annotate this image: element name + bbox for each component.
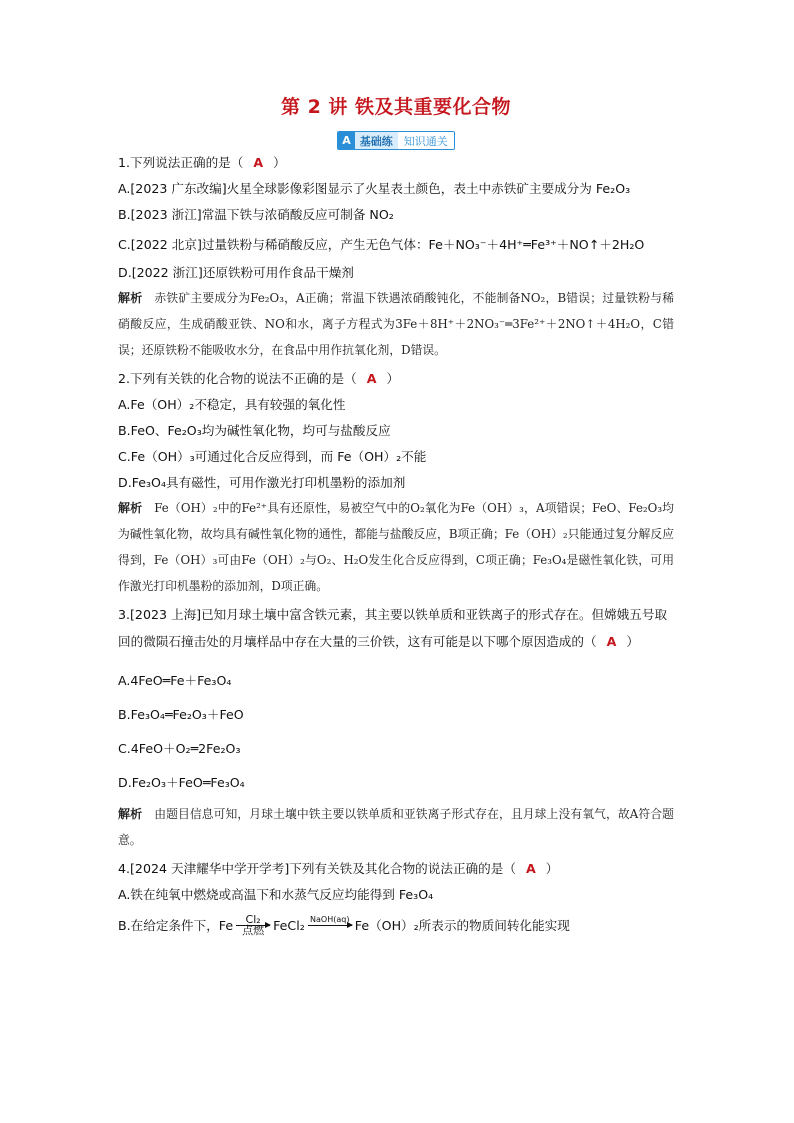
question-3-option-d: D.Fe₂O₃＋FeO═Fe₃O₄	[118, 775, 245, 790]
section-badge	[337, 131, 455, 150]
question-1-text: 1.下列说法正确的是（	[118, 155, 244, 170]
document-page	[118, 92, 674, 936]
question-4-stem	[118, 861, 674, 877]
section-badge-row	[118, 129, 674, 149]
question-4-option-a: A.铁在纯氧中燃烧或高温下和水蒸气反应均能得到 Fe₃O₄	[118, 887, 434, 902]
question-2-option-d: D.Fe₃O₄具有磁性，可用作激光打印机墨粉的添加剂	[118, 475, 406, 490]
question-1-option-c: C.[2022 北京]过量铁粉与稀硝酸反应，产生无色气体：Fe＋NO₃⁻＋4H⁺═Fe³⁺＋NO↑＋2H₂O	[118, 237, 645, 252]
arrow-1-shaft	[236, 925, 270, 926]
question-3-option-b: B.Fe₃O₄═Fe₂O₃＋FeO	[118, 707, 244, 722]
explanation-tag: 解析	[118, 807, 143, 821]
option-b-intermediate: FeCl₂	[273, 917, 305, 933]
question-3-explanation-text: 由题目信息可知，月球土壤中铁主要以铁单质和亚铁离子形式存在，且月球上没有氧气，故A符合题意。	[118, 807, 674, 847]
badge-label-basic: 基础练	[355, 132, 398, 149]
question-1-stem	[118, 155, 674, 171]
question-3-answer: A	[606, 634, 617, 649]
badge-label-knowledge: 知识通关	[398, 132, 454, 149]
question-2-text: 2.下列有关铁的化合物的说法不正确的是（	[118, 371, 357, 386]
reaction-arrow-2	[308, 915, 352, 926]
question-2-option-a: A.Fe（OH）₂不稳定，具有较强的氧化性	[118, 397, 346, 412]
question-2-explanation	[118, 495, 674, 599]
question-2-option-b: B.FeO、Fe₂O₃均为碱性氧化物，均可与盐酸反应	[118, 423, 391, 438]
option-b-prefix: B.在给定条件下，Fe	[118, 917, 234, 933]
question-1-explanation	[118, 285, 674, 363]
question-4-close: ）	[545, 861, 559, 876]
option-b-suffix: Fe（OH）₂所表示的物质间转化能实现	[354, 917, 570, 933]
reaction-arrow-1	[236, 915, 270, 936]
question-4-option-b	[118, 915, 674, 936]
question-1-answer: A	[253, 155, 264, 170]
question-3-option-a: A.4FeO═Fe＋Fe₃O₄	[118, 673, 232, 688]
question-1-close: ）	[273, 155, 286, 170]
badge-letter: A	[338, 132, 355, 149]
arrow-1-condition: 点燃	[242, 924, 265, 937]
question-1-option-b: B.[2023 浙江]常温下铁与浓硝酸反应可制备 NO₂	[118, 207, 394, 222]
question-1-option-a: A.[2023 广东改编]火星全球影像彩图显示了火星表土颜色，表土中赤铁矿主要成分为 Fe₂O₃	[118, 181, 631, 196]
question-2-answer: A	[366, 371, 377, 386]
question-4-text: 4.[2024 天津耀华中学开学考]下列有关铁及其化合物的说法正确的是（	[118, 861, 516, 876]
question-4-answer: A	[525, 861, 536, 876]
question-3-option-c: C.4FeO＋O₂═2Fe₂O₃	[118, 741, 241, 756]
question-2-option-c: C.Fe（OH）₃可通过化合反应得到，而 Fe（OH）₂不能	[118, 449, 427, 464]
question-3-close: ）	[626, 634, 639, 649]
question-3-explanation	[118, 801, 674, 853]
arrow-2-reagent: NaOH(aq)	[310, 915, 350, 924]
question-2-close: ）	[386, 371, 400, 386]
question-1-option-d: D.[2022 浙江]还原铁粉可用作食品干燥剂	[118, 265, 354, 280]
question-2-explanation-text: Fe（OH）₂中的Fe²⁺具有还原性，易被空气中的O₂氧化为Fe（OH）₃，A项错误；FeO、Fe₂O₃均为碱性氧化物，故均具有碱性氧化物的通性，都能与盐酸反应，B项正确；Fe（OH）₂只能通过复分解反应得到，Fe（OH）₃可由Fe（OH）₂与O₂、H₂O发生化合反应得到，C项正确；Fe₃O₄是磁性氧化铁，可用作激光打印机墨粉的添加剂，D项正确。	[118, 501, 674, 593]
arrow-1-reagent: Cl₂	[245, 913, 261, 926]
question-1-explanation-text: 赤铁矿主要成分为Fe₂O₃，A正确；常温下铁遇浓硝酸钝化，不能制备NO₂，B错误；过量铁粉与稀硝酸反应，生成硝酸亚铁、NO和水，离子方程式为3Fe＋8H⁺＋2NO₃⁻═3Fe²⁺＋2NO↑＋4H₂O，C错误；还原铁粉不能吸收水分，在食品中用作抗氧化剂，D错误。	[118, 291, 674, 357]
question-2-stem	[118, 371, 674, 387]
page-title: 第 2 讲 铁及其重要化合物	[280, 96, 512, 118]
explanation-tag: 解析	[118, 291, 143, 305]
explanation-tag: 解析	[118, 501, 143, 515]
question-3-text: 3.[2023 上海]已知月球土壤中富含铁元素，其主要以铁单质和亚铁离子的形式存在。但嫦娥五号取回的微陨石撞击处的月壤样品中存在大量的三价铁，这有可能是以下哪个原因造成的（	[118, 607, 668, 649]
question-3-stem	[118, 601, 674, 655]
arrow-2-shaft	[308, 925, 352, 926]
